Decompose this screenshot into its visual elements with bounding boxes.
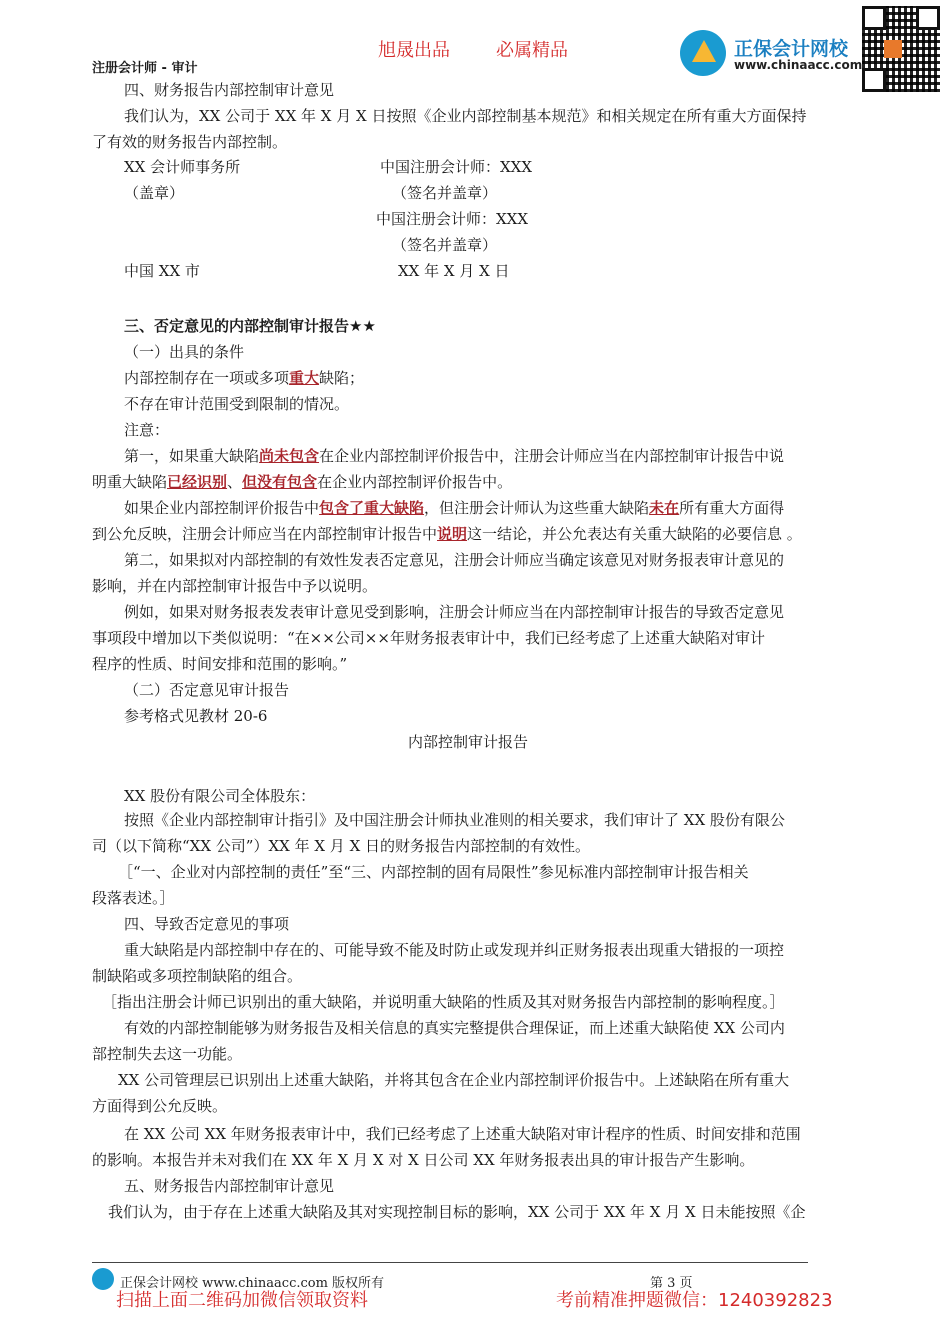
section-heading: 四、财务报告内部控制审计意见 bbox=[124, 81, 335, 99]
paragraph-line: 影响，并在内部控制审计报告中予以说明。 bbox=[92, 577, 378, 595]
paragraph-line: 我们认为，由于存在上述重大缺陷及其对实现控制目标的影响，XX 公司于 XX 年 X 月 X 日未能按照《企 bbox=[108, 1203, 806, 1221]
footer-copyright: 正保会计网校 www.chinaacc.com 版权所有 bbox=[120, 1276, 385, 1291]
signature-seal: （盖章） bbox=[124, 184, 185, 202]
paragraph-line: 了有效的财务报告内部控制。 bbox=[92, 133, 288, 151]
footer-logo-icon bbox=[92, 1268, 114, 1290]
paragraph-line: 有效的内部控制能够为财务报告及相关信息的真实完整提供合理保证，而上述重大缺陷使 XX 公司内 bbox=[124, 1019, 785, 1037]
logo-name: 正保会计网校 bbox=[734, 38, 849, 60]
signature-sign: （签名并盖章） bbox=[392, 184, 498, 202]
header-slogan-right: 必属精品 bbox=[496, 40, 568, 61]
paragraph-line: 方面得到公允反映。 bbox=[92, 1097, 228, 1115]
footer-promo-left: 扫描上面二维码加微信领取资料 bbox=[116, 1290, 368, 1311]
paragraph-line: ［“一、企业对内部控制的责任”至“三、内部控制的固有局限性”参见标准内部控制审计报告相关 bbox=[118, 863, 749, 881]
paragraph-line: 到公允反映，注册会计师应当在内部控制审计报告中说明这一结论，并公允表达有关重大缺陷的必要信息 。 bbox=[92, 525, 802, 543]
doc-title: 注册会计师 - 审计 bbox=[92, 61, 198, 76]
signature-cpa: 中国注册会计师：XXX bbox=[376, 210, 529, 228]
header-slogan-left: 旭晟出品 bbox=[378, 40, 450, 61]
report-title: 内部控制审计报告 bbox=[408, 733, 529, 751]
paragraph-line: 按照《企业内部控制审计指引》及中国注册会计师执业准则的相关要求，我们审计了 XX 股份有限公 bbox=[124, 811, 785, 829]
condition-line: 不存在审计范围受到限制的情况。 bbox=[124, 395, 350, 413]
subsection-heading: （二）否定意见审计报告 bbox=[124, 681, 290, 699]
qr-corner-icon bbox=[862, 68, 886, 92]
paragraph-line: 如果企业内部控制评价报告中包含了重大缺陷，但注册会计师认为这些重大缺陷未在所有重大方面得 bbox=[124, 499, 785, 517]
chinaacc-logo-icon bbox=[680, 30, 726, 76]
paragraph-line: 事项段中增加以下类似说明：“在××公司××年财务报表审计中，我们已经考虑了上述重大缺陷对审计 bbox=[92, 629, 765, 647]
footer-divider bbox=[92, 1262, 808, 1263]
signature-firm: XX 会计师事务所 bbox=[124, 158, 241, 176]
paragraph-line: 我们认为，XX 公司于 XX 年 X 月 X 日按照《企业内部控制基本规范》和相关规定在所有重大方面保持 bbox=[124, 107, 807, 125]
paragraph-line: 在 XX 公司 XX 年财务报表审计中，我们已经考虑了上述重大缺陷对审计程序的性质、时间安排和范围 bbox=[124, 1125, 801, 1143]
signature-date: XX 年 X 月 X 日 bbox=[398, 262, 510, 280]
report-addressee: XX 股份有限公司全体股东： bbox=[124, 787, 316, 805]
paragraph-line: 明重大缺陷已经识别、但没有包含在企业内部控制评价报告中。 bbox=[92, 473, 513, 491]
condition-line: 内部控制存在一项或多项重大缺陷； bbox=[124, 369, 365, 387]
paragraph-line: 第一，如果重大缺陷尚未包含在企业内部控制评价报告中，注册会计师应当在内部控制审计报告中说 bbox=[124, 447, 785, 465]
paragraph-line: XX 公司管理层已识别出上述重大缺陷，并将其包含在企业内部控制评价报告中。上述缺陷在所有重大 bbox=[118, 1071, 790, 1089]
qr-center-logo-icon bbox=[884, 40, 902, 58]
signature-sign: （签名并盖章） bbox=[392, 236, 498, 254]
section-heading: 四、导致否定意见的事项 bbox=[124, 915, 290, 933]
signature-city: 中国 XX 市 bbox=[124, 262, 200, 280]
paragraph-line: 制缺陷或多项控制缺陷的组合。 bbox=[92, 967, 303, 985]
paragraph-line: 程序的性质、时间安排和范围的影响。” bbox=[92, 655, 348, 673]
qr-corner-icon bbox=[916, 6, 940, 30]
qr-corner-icon bbox=[862, 6, 886, 30]
section-heading: 五、财务报告内部控制审计意见 bbox=[124, 1177, 335, 1195]
section-heading: 三、否定意见的内部控制审计报告★★ bbox=[124, 317, 376, 335]
paragraph-line: 段落表述。］ bbox=[92, 889, 175, 907]
note-label: 注意： bbox=[124, 421, 170, 439]
paragraph-line: 部控制失去这一功能。 bbox=[92, 1045, 243, 1063]
paragraph-line: 第二，如果拟对内部控制的有效性发表否定意见，注册会计师应当确定该意见对财务报表审计意见的 bbox=[124, 551, 785, 569]
logo-url: www.chinaacc.com bbox=[734, 58, 863, 72]
paragraph-line: ［指出注册会计师已识别出的重大缺陷，并说明重大缺陷的性质及其对财务报告内部控制的影响程度。］ bbox=[102, 993, 785, 1011]
reference-line: 参考格式见教材 20-6 bbox=[124, 707, 268, 725]
paragraph-line: 司（以下简称“XX 公司”）XX 年 X 月 X 日的财务报告内部控制的有效性。 bbox=[92, 837, 591, 855]
footer-promo-right: 考前精准押题微信：1240392823 bbox=[556, 1290, 833, 1311]
paragraph-line: 的影响。本报告并未对我们在 XX 年 X 月 X 对 X 日公司 XX 年财务报表出具的审计报告产生影响。 bbox=[92, 1151, 755, 1169]
footer-page-number: 第 3 页 bbox=[650, 1276, 693, 1291]
signature-cpa: 中国注册会计师：XXX bbox=[380, 158, 533, 176]
paragraph-line: 例如，如果对财务报表发表审计意见受到影响，注册会计师应当在内部控制审计报告的导致否定意见 bbox=[124, 603, 785, 621]
paragraph-line: 重大缺陷是内部控制中存在的、可能导致不能及时防止或发现并纠正财务报表出现重大错报的一项控 bbox=[124, 941, 785, 959]
subsection-heading: （一）出具的条件 bbox=[124, 343, 245, 361]
